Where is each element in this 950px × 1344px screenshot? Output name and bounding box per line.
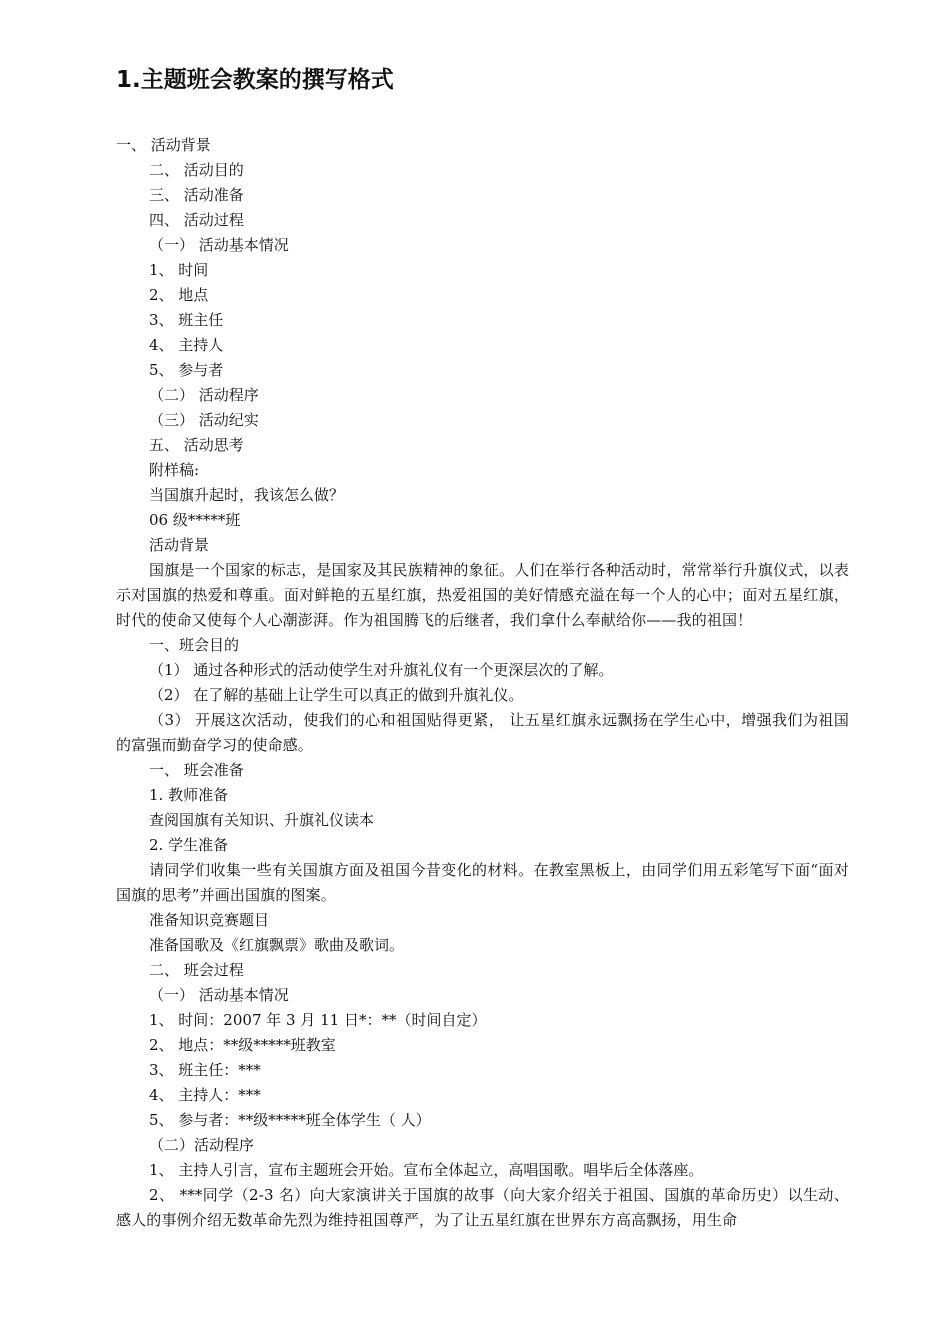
text-line: （二）活动程序 [149, 1136, 255, 1154]
text-line: 4、 主持人：*** [149, 1086, 261, 1104]
text-line: 准备国歌及《红旗飘票》歌曲及歌词。 [149, 936, 405, 954]
text-line: （一） 活动基本情况 [149, 236, 289, 254]
text-line: 2、 地点 [149, 286, 209, 304]
text-line: 三、 活动准备 [149, 186, 244, 204]
text-line: 一、 活动背景 [116, 136, 211, 154]
text-line: （1） 通过各种形式的活动使学生对升旗礼仪有一个更深层次的了解。 [149, 661, 614, 679]
text-line: 准备知识竞赛题目 [149, 911, 270, 929]
text-line: 二、 活动目的 [149, 161, 244, 179]
section-heading: 活动背景 [149, 536, 210, 554]
document-body [116, 133, 849, 1233]
section-heading: 一、 班会准备 [149, 761, 244, 779]
text-line: 1、 主持人引言，宣布主题班会开始。宣布全体起立，高唱国歌。唱毕后全体落座。 [149, 1161, 704, 1179]
text-paragraph: （3） 开展这次活动，使我们的心和祖国贴得更紧， 让五星红旗永远飘扬在学生心中，增强我们为祖国的富强而勤奋学习的使命感。 [116, 711, 849, 754]
text-line: 5、 参与者：**级*****班全体学生（ 人） [149, 1111, 431, 1129]
text-line: 5、 参与者 [149, 361, 224, 379]
text-line: （一） 活动基本情况 [149, 986, 289, 1004]
text-line: 2、 地点：**级*****班教室 [149, 1036, 336, 1054]
text-line: 3、 班主任 [149, 311, 224, 329]
text-line: （二） 活动程序 [149, 386, 259, 404]
text-line: 五、 活动思考 [149, 436, 244, 454]
class-name: 06 级*****班 [149, 511, 241, 529]
text-line: 1、 时间 [149, 261, 209, 279]
sample-title: 当国旗升起时，我该怎么做？ [149, 486, 345, 504]
text-line: （2） 在了解的基础上让学生可以真正的做到升旗礼仪。 [149, 686, 524, 704]
text-line: （三） 活动纪实 [149, 411, 259, 429]
document-title: 1.主题班会教案的撰写格式 [116, 67, 394, 93]
text-line: 4、 主持人 [149, 336, 224, 354]
text-line: 2. 学生准备 [149, 836, 229, 854]
text-paragraph: 请同学们收集一些有关国旗方面及祖国今昔变化的材料。在教室黑板上，由同学们用五彩笔写下面“面对国旗的思考”并画出国旗的图案。 [116, 861, 849, 904]
text-line: 查阅国旗有关知识、升旗礼仪读本 [149, 811, 375, 829]
section-heading: 二、 班会过程 [149, 961, 244, 979]
section-heading: 一、班会目的 [149, 636, 240, 654]
text-line: 四、 活动过程 [149, 211, 244, 229]
text-line: 附样稿: [149, 461, 200, 479]
text-line: 3、 班主任：*** [149, 1061, 261, 1079]
text-paragraph: 2、 ***同学（2-3 名）向大家演讲关于国旗的故事（向大家介绍关于祖国、国旗的革命历史）以生动、感人的事例介绍无数革命先烈为维持祖国尊严，为了让五星红旗在世界东方高高飘扬，用生命 [116, 1186, 849, 1229]
text-line: 1. 教师准备 [149, 786, 229, 804]
background-paragraph: 国旗是一个国家的标志，是国家及其民族精神的象征。人们在举行各种活动时，常常举行升旗仪式，以表示对国旗的热爱和尊重。面对鲜艳的五星红旗，热爱祖国的美好情感充溢在每一个人的心中；面对五星红旗，时代的使命又使每个人心潮澎湃。作为祖国腾飞的后继者，我们拿什么奉献给你——我的祖国！ [116, 561, 849, 629]
text-line: 1、 时间：2007 年 3 月 11 日*：**（时间自定） [149, 1011, 487, 1029]
